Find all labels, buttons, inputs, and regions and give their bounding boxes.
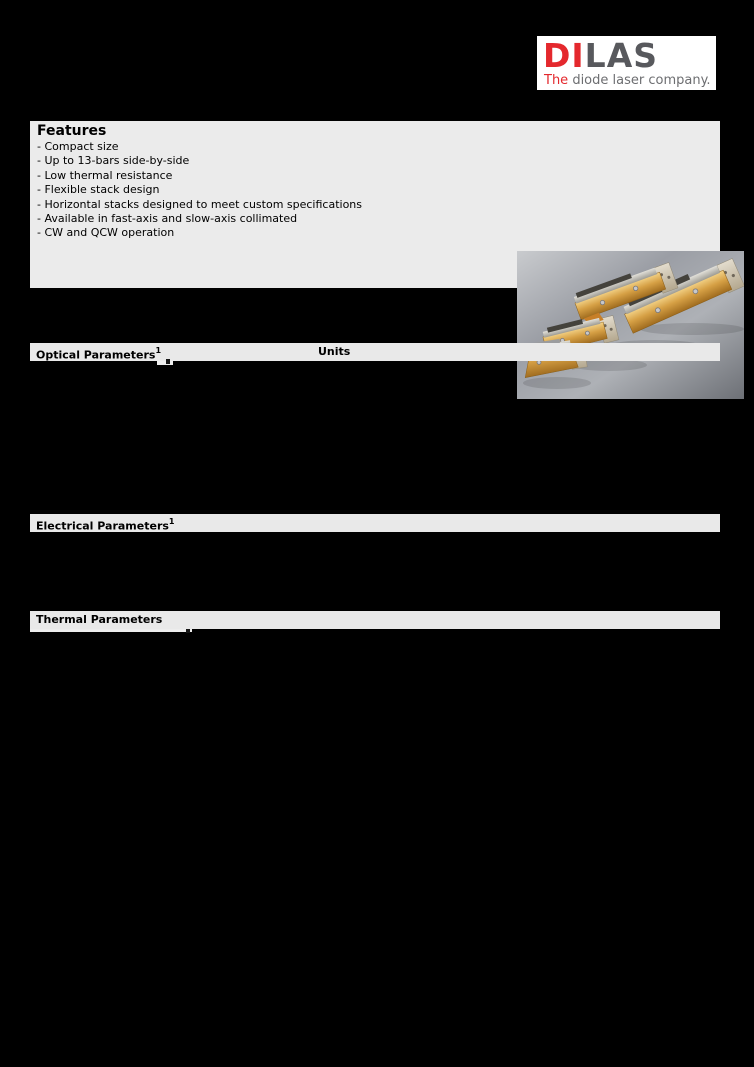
dilas-wordmark bbox=[543, 38, 658, 74]
features-panel bbox=[30, 121, 720, 288]
units-column-header: Units bbox=[318, 345, 351, 358]
section-label bbox=[36, 343, 161, 365]
section-label-text: Thermal Parameters bbox=[36, 613, 163, 626]
redacted-row-remnant bbox=[157, 361, 173, 365]
section-header-thermal bbox=[30, 611, 720, 629]
features-list bbox=[37, 140, 362, 241]
feature-item: - Flexible stack design bbox=[37, 183, 160, 197]
section-label-text: Electrical Parameters bbox=[36, 519, 169, 533]
features-title: Features bbox=[37, 123, 107, 139]
feature-item: - Available in fast-axis and slow-axis collimated bbox=[37, 212, 298, 226]
redacted-superscript-remnant bbox=[186, 629, 190, 633]
section-label bbox=[36, 611, 162, 629]
section-superscript: 1 bbox=[168, 517, 175, 526]
redacted-superscript-remnant bbox=[166, 359, 170, 364]
feature-item: - Low thermal resistance bbox=[37, 168, 173, 182]
feature-item: - Compact size bbox=[37, 140, 119, 153]
tagline-the: The bbox=[544, 73, 569, 88]
section-label bbox=[36, 514, 175, 536]
redacted-row-remnant bbox=[30, 629, 192, 632]
section-superscript: 1 bbox=[155, 346, 162, 355]
tagline-rest: diode laser company. bbox=[568, 73, 711, 88]
feature-item: - Horizontal stacks designed to meet custom specifications bbox=[37, 197, 363, 211]
section-header-electrical bbox=[30, 514, 720, 532]
feature-item: - CW and QCW operation bbox=[37, 226, 175, 240]
reflection bbox=[640, 323, 744, 335]
product-photo bbox=[517, 251, 744, 399]
section-label-text: Optical Parameters bbox=[36, 348, 156, 362]
section-header-optical bbox=[30, 343, 720, 361]
feature-item: - Up to 13-bars side-by-side bbox=[37, 154, 190, 168]
reflection bbox=[523, 377, 591, 389]
dilas-logo bbox=[537, 36, 716, 90]
logo-tagline bbox=[544, 73, 711, 88]
logo-text-di: DI bbox=[543, 36, 585, 75]
logo-text-las: LAS bbox=[584, 36, 659, 75]
